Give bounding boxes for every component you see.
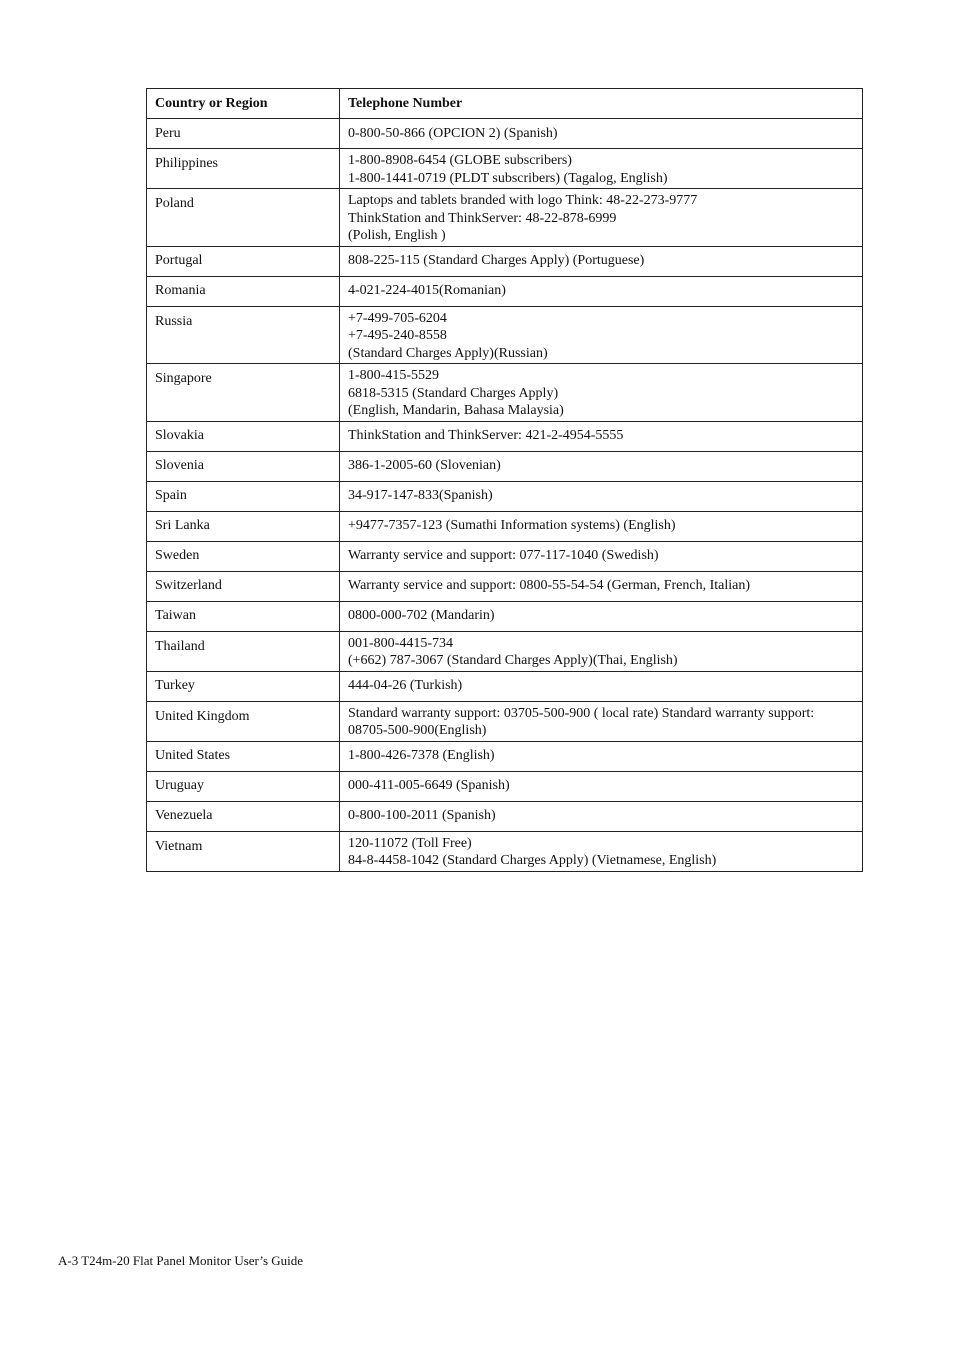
phone-line: 84-8-4458-1042 (Standard Charges Apply) (Vietnamese, English) bbox=[348, 853, 717, 868]
phone-line: 6818-5315 (Standard Charges Apply) bbox=[348, 385, 559, 401]
phone-cell bbox=[340, 511, 863, 541]
table-row bbox=[147, 189, 863, 247]
phone-line: 1-800-426-7378 (English) bbox=[348, 748, 495, 764]
table-row bbox=[147, 451, 863, 481]
table-row bbox=[147, 601, 863, 631]
phone-line: (Polish, English ) bbox=[348, 228, 446, 243]
page-footer: A-3 T24m-20 Flat Panel Monitor User’s Guide bbox=[58, 1253, 304, 1268]
table-row bbox=[147, 571, 863, 601]
phone-line: 0-800-50-866 (OPCION 2) (Spanish) bbox=[348, 125, 558, 141]
table-body bbox=[147, 119, 863, 872]
phone-line: (English, Mandarin, Bahasa Malaysia) bbox=[348, 403, 564, 418]
phone-cell bbox=[340, 741, 863, 771]
phone-line: 34-917-147-833(Spanish) bbox=[348, 488, 493, 504]
phone-cell bbox=[340, 571, 863, 601]
country-cell: Vietnam bbox=[147, 831, 340, 871]
country-cell: Thailand bbox=[147, 631, 340, 671]
country-cell: Russia bbox=[147, 306, 340, 364]
table-row bbox=[147, 831, 863, 871]
phone-line: Standard warranty support: 03705-500-900 ( local rate) Standard warranty support: 08705-500-900(English) bbox=[348, 705, 815, 738]
table-row bbox=[147, 306, 863, 364]
phone-cell bbox=[340, 246, 863, 276]
phone-cell bbox=[340, 189, 863, 247]
country-cell: Uruguay bbox=[147, 771, 340, 801]
country-cell: Sweden bbox=[147, 541, 340, 571]
phone-cell bbox=[340, 771, 863, 801]
country-cell: Philippines bbox=[147, 149, 340, 189]
phone-line: 120-11072 (Toll Free) bbox=[348, 835, 472, 851]
phone-cell bbox=[340, 119, 863, 149]
header-country: Country or Region bbox=[147, 89, 340, 119]
phone-cell bbox=[340, 601, 863, 631]
country-cell: Romania bbox=[147, 276, 340, 306]
phone-line: 0-800-100-2011 (Spanish) bbox=[348, 808, 496, 824]
table-row bbox=[147, 481, 863, 511]
phone-line: +7-499-705-6204 bbox=[348, 310, 447, 326]
table-row bbox=[147, 421, 863, 451]
phone-line: Laptops and tablets branded with logo Think: 48-22-273-9777 bbox=[348, 193, 698, 208]
phone-cell bbox=[340, 481, 863, 511]
phone-cell bbox=[340, 671, 863, 701]
phone-line: 1-800-8908-6454 (GLOBE subscribers) bbox=[348, 153, 572, 168]
phone-cell bbox=[340, 701, 863, 741]
phone-line: ThinkStation and ThinkServer: 421-2-4954-5555 bbox=[348, 428, 624, 444]
phone-line: +7-495-240-8558 bbox=[348, 328, 447, 343]
table-row bbox=[147, 246, 863, 276]
phone-line: +9477-7357-123 (Sumathi Information systems) (English) bbox=[348, 518, 676, 534]
country-cell: United Kingdom bbox=[147, 701, 340, 741]
table-row bbox=[147, 541, 863, 571]
table-row bbox=[147, 801, 863, 831]
table-row bbox=[147, 276, 863, 306]
phone-cell bbox=[340, 541, 863, 571]
phone-line: 808-225-115 (Standard Charges Apply) (Portuguese) bbox=[348, 253, 645, 269]
country-cell: United States bbox=[147, 741, 340, 771]
phone-line: Warranty service and support: 077-117-1040 (Swedish) bbox=[348, 548, 659, 564]
header-phone: Telephone Number bbox=[340, 89, 863, 119]
table-row bbox=[147, 511, 863, 541]
support-phone-table bbox=[146, 88, 863, 872]
phone-line: 444-04-26 (Turkish) bbox=[348, 678, 463, 694]
phone-line: (Standard Charges Apply)(Russian) bbox=[348, 345, 548, 361]
country-cell: Peru bbox=[147, 119, 340, 149]
phone-cell bbox=[340, 421, 863, 451]
phone-cell bbox=[340, 451, 863, 481]
country-cell: Taiwan bbox=[147, 601, 340, 631]
phone-cell bbox=[340, 801, 863, 831]
country-cell: Slovakia bbox=[147, 421, 340, 451]
phone-line: 0800-000-702 (Mandarin) bbox=[348, 608, 495, 624]
country-cell: Slovenia bbox=[147, 451, 340, 481]
phone-line: 001-800-4415-734 bbox=[348, 635, 453, 651]
country-cell: Turkey bbox=[147, 671, 340, 701]
table-row bbox=[147, 364, 863, 422]
phone-line: 1-800-1441-0719 (PLDT subscribers) (Tagalog, English) bbox=[348, 170, 668, 186]
country-cell: Sri Lanka bbox=[147, 511, 340, 541]
country-cell: Portugal bbox=[147, 246, 340, 276]
phone-line: 4-021-224-4015(Romanian) bbox=[348, 283, 506, 299]
phone-line: ThinkStation and ThinkServer: 48-22-878-6999 bbox=[348, 210, 617, 226]
phone-cell bbox=[340, 364, 863, 422]
phone-cell bbox=[340, 831, 863, 871]
country-cell: Spain bbox=[147, 481, 340, 511]
phone-cell bbox=[340, 306, 863, 364]
country-cell: Singapore bbox=[147, 364, 340, 422]
table-row bbox=[147, 771, 863, 801]
country-cell: Venezuela bbox=[147, 801, 340, 831]
phone-line: Warranty service and support: 0800-55-54-54 (German, French, Italian) bbox=[348, 578, 751, 594]
table-row bbox=[147, 631, 863, 671]
table-row bbox=[147, 741, 863, 771]
phone-line: (+662) 787-3067 (Standard Charges Apply)(Thai, English) bbox=[348, 653, 678, 668]
phone-line: 386-1-2005-60 (Slovenian) bbox=[348, 458, 501, 474]
table-row bbox=[147, 119, 863, 149]
table-row bbox=[147, 671, 863, 701]
country-cell: Switzerland bbox=[147, 571, 340, 601]
table-row bbox=[147, 701, 863, 741]
phone-cell bbox=[340, 631, 863, 671]
table-row bbox=[147, 149, 863, 189]
table-header-row bbox=[147, 89, 863, 119]
country-cell: Poland bbox=[147, 189, 340, 247]
phone-line: 1-800-415-5529 bbox=[348, 368, 439, 383]
phone-cell bbox=[340, 149, 863, 189]
phone-line: 000-411-005-6649 (Spanish) bbox=[348, 778, 510, 794]
phone-cell bbox=[340, 276, 863, 306]
